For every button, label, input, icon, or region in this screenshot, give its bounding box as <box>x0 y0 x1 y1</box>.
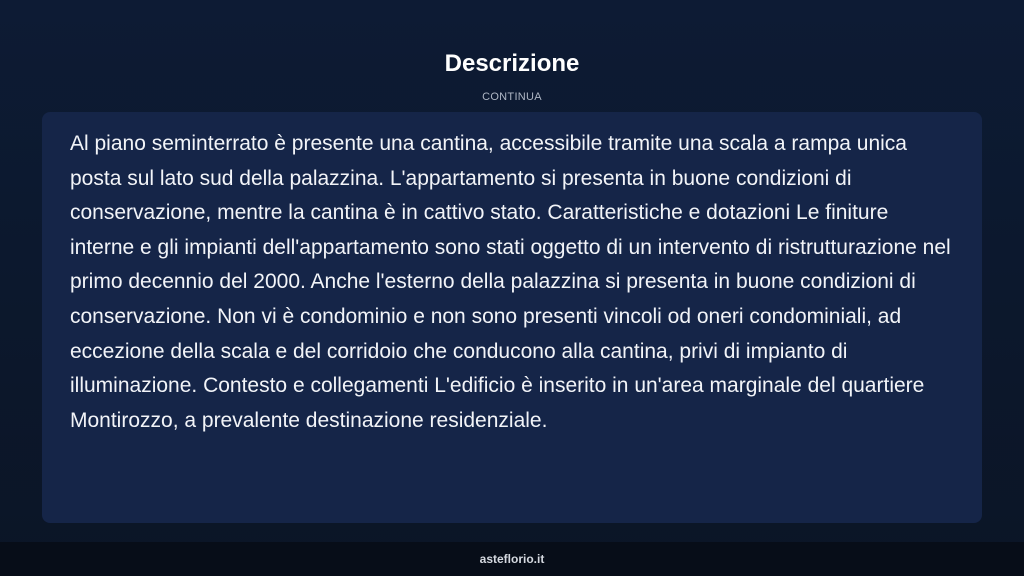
page-title: Descrizione <box>444 50 580 77</box>
footer <box>0 542 1024 576</box>
description-card <box>42 112 982 523</box>
footer-site: asteflorio.it <box>479 552 545 566</box>
description-text: Al piano seminterrato è presente una cantina, accessibile tramite una scala a rampa unica posta sul lato sud della palazzina. L'appartamento si presenta in buone condizioni di conservazione, mentre la cantina è in cattivo stato. Caratteristiche e dotazioni Le finiture interne e gli impianti dell'appartamento sono stati oggetto di un intervento di ristrutturazione nel primo decennio del 2000. Anche l'esterno della palazzina si presenta in buone condizioni di conservazione. Non vi è condominio e non sono presenti vincoli od oneri condominiali, ad eccezione della scala e del corridoio che conducono alla cantina, privi di impianto di illuminazione. Contesto e collegamenti L'edificio è inserito in un'area marginale del quartiere Montirozzo, a prevalente destinazione residenziale. <box>70 132 951 432</box>
page-subtitle: CONTINUA <box>482 91 542 103</box>
header <box>0 50 1024 104</box>
